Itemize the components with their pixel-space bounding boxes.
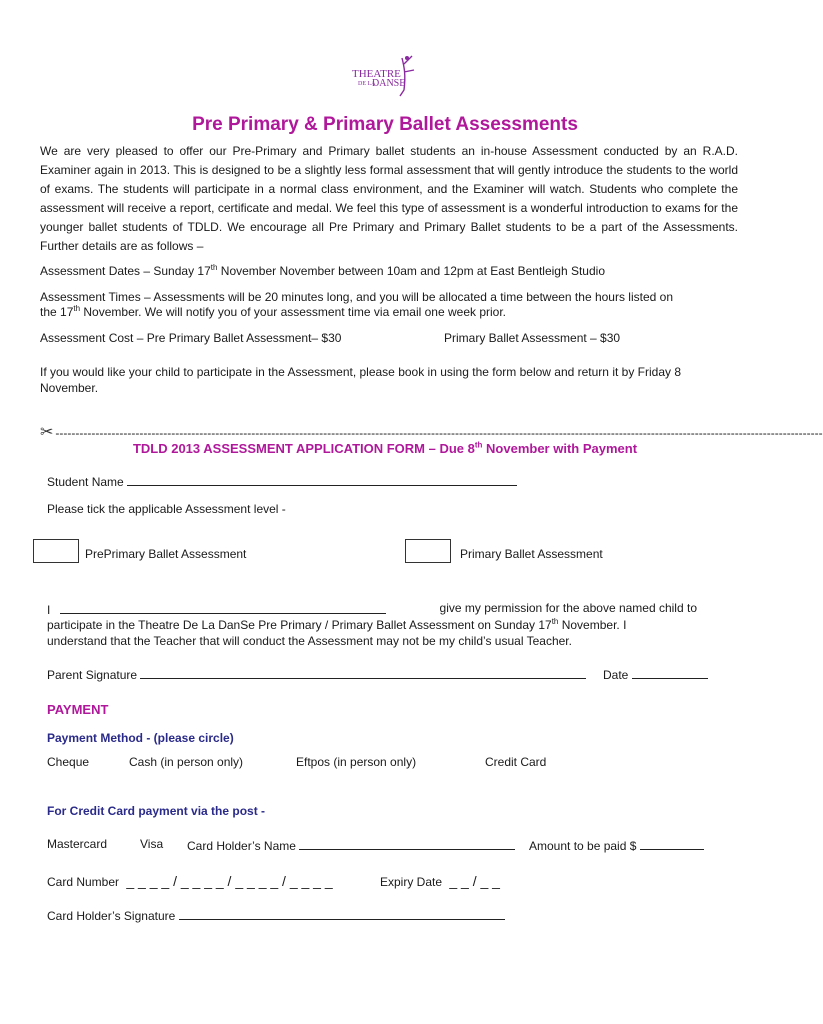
preprimary-option-label: PrePrimary Ballet Assessment bbox=[85, 547, 247, 561]
expiry-label: Expiry Date bbox=[380, 875, 443, 889]
card-number-row bbox=[47, 873, 333, 889]
card-holder-name-row bbox=[187, 837, 515, 853]
payment-title: PAYMENT bbox=[47, 702, 109, 717]
cut-line: ✂ ------------------------------------------------------------------------------------------------------------------------------------------------------------------------------------------------ bbox=[40, 424, 823, 441]
form-title: TDLD 2013 ASSESSMENT APPLICATION FORM – Due 8th November with Payment bbox=[132, 440, 638, 456]
card-holder-name-field[interactable] bbox=[299, 837, 515, 850]
card-type-mastercard[interactable]: Mastercard bbox=[47, 837, 108, 851]
student-name-field[interactable] bbox=[127, 473, 517, 486]
card-holder-name-label: Card Holder’s Name bbox=[187, 839, 296, 853]
page-title: Pre Primary & Primary Ballet Assessments bbox=[192, 114, 578, 135]
amount-label: Amount to be paid $ bbox=[529, 839, 637, 853]
expiry-field[interactable]: _ _ / _ _ bbox=[449, 873, 500, 889]
parent-signature-label: Parent Signature bbox=[47, 668, 138, 682]
booking-instruction: If you would like your child to participate in the Assessment, please book in using the form below and return it by Friday 8 November. bbox=[40, 365, 682, 395]
ballerina-icon bbox=[400, 56, 414, 96]
assessment-dates: Assessment Dates – Sunday 17th November November between 10am and 12pm at East Bentleigh Studio bbox=[40, 263, 605, 278]
preprimary-checkbox[interactable] bbox=[33, 539, 79, 563]
logo-line1: THEATRE bbox=[352, 68, 401, 80]
tick-label: Please tick the applicable Assessment level - bbox=[47, 502, 286, 516]
intro-paragraph: We are very pleased to offer our Pre-Primary and Primary ballet students an in-house Assessment conducted by an R.A.D. Examiner again in 2013. This is designed to be a slightly less formal assessment that will gently introduce the students to the world of exams. The students will participate in a normal class environment, and the Examiner will watch. Students who complete the assessment will receive a report, certificate and medal. We feel this type of assessment is a wonderful introduction to exams for the younger ballet students of TDLD. We encourage all Pre Primary and Primary Ballet students to be a part of the Assessments. Further details are as follows – bbox=[40, 144, 738, 253]
card-number-field[interactable]: _ _ _ _ / _ _ _ _ / _ _ _ _ / _ _ _ _ bbox=[126, 873, 333, 889]
assessment-cost-preprimary: Assessment Cost – Pre Primary Ballet Assessment– $30 bbox=[40, 331, 342, 345]
permission-line2: participate in the Theatre De La DanSe Pre Primary / Primary Ballet Assessment on Sunday 17th November. I bbox=[47, 617, 627, 632]
student-name-row bbox=[47, 473, 517, 489]
amount-row bbox=[529, 837, 704, 853]
credit-card-post-label: For Credit Card payment via the post - bbox=[47, 804, 266, 818]
permission-give: give my permission for the above named child to bbox=[439, 601, 697, 615]
parent-name-field[interactable] bbox=[60, 601, 386, 614]
assessment-cost-primary: Primary Ballet Assessment – $30 bbox=[444, 331, 621, 345]
assessment-times: Assessment Times – Assessments will be 20 minutes long, and you will be allocated a time between the hours listed on the 17th November. We will notify you of your assessment time via email one week prior. bbox=[40, 290, 673, 319]
primary-checkbox[interactable] bbox=[405, 539, 451, 563]
scissors-icon: ✂ bbox=[40, 424, 54, 441]
date-field[interactable] bbox=[632, 666, 708, 679]
method-cheque[interactable]: Cheque bbox=[47, 755, 90, 769]
primary-option-label: Primary Ballet Assessment bbox=[460, 547, 603, 561]
method-credit-card[interactable]: Credit Card bbox=[485, 755, 547, 769]
parent-signature-field[interactable] bbox=[140, 666, 586, 679]
card-holder-signature-row bbox=[47, 907, 505, 923]
amount-field[interactable] bbox=[640, 837, 704, 850]
payment-method-label: Payment Method - (please circle) bbox=[47, 731, 234, 745]
permission-line1: I bbox=[47, 601, 386, 617]
expiry-row bbox=[380, 873, 500, 889]
logo-line2: DE LA bbox=[358, 81, 376, 87]
student-name-label: Student Name bbox=[47, 475, 124, 489]
date-row bbox=[603, 666, 708, 682]
card-holder-signature-label: Card Holder’s Signature bbox=[47, 909, 176, 923]
method-eftpos[interactable]: Eftpos (in person only) bbox=[296, 755, 417, 769]
logo-line3: DANSE bbox=[372, 78, 406, 89]
permission-line3: understand that the Teacher that will conduct the Assessment may not be my child’s usual Teacher. bbox=[47, 634, 572, 648]
theatre-de-la-danse-logo bbox=[350, 52, 420, 102]
card-type-visa[interactable]: Visa bbox=[140, 837, 164, 851]
method-cash[interactable]: Cash (in person only) bbox=[129, 755, 244, 769]
date-label: Date bbox=[603, 668, 629, 682]
card-number-label: Card Number bbox=[47, 875, 120, 889]
parent-signature-row bbox=[47, 666, 586, 682]
card-holder-signature-field[interactable] bbox=[179, 907, 505, 920]
